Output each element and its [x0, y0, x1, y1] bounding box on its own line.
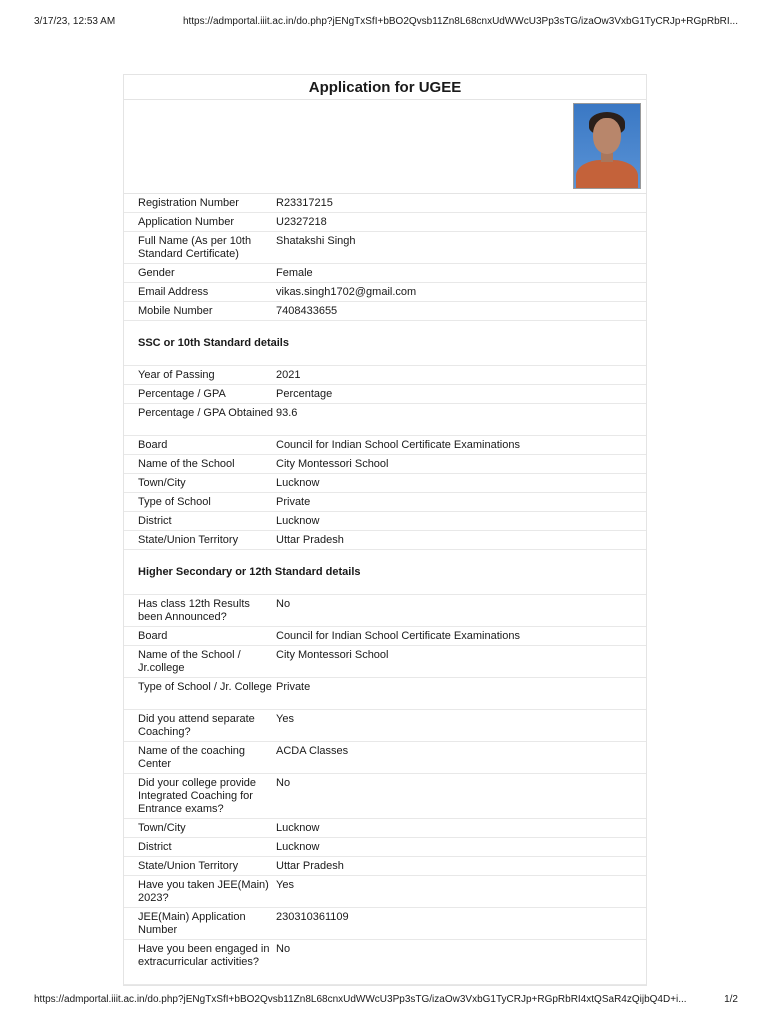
field-value: Percentage	[276, 388, 333, 400]
field-row-jee-application-number	[124, 908, 646, 940]
field-row-email	[124, 283, 646, 302]
field-row-full-name	[124, 232, 646, 264]
field-value: Lucknow	[276, 822, 320, 834]
field-label: Application Number	[138, 216, 234, 228]
field-row-hsc-school	[124, 646, 646, 678]
field-label: Have you taken JEE(Main) 2023?	[138, 879, 269, 904]
page-number: 1/2	[724, 994, 738, 1005]
field-row-school-name	[124, 455, 646, 474]
field-value: City Montessori School	[276, 458, 389, 470]
field-row-extracurricular	[124, 940, 646, 985]
field-row-board	[124, 436, 646, 455]
field-label: Full Name (As per 10th Standard Certificate)	[138, 235, 252, 260]
field-value: vikas.singh1702@gmail.com	[276, 286, 417, 298]
field-label: Type of School	[138, 496, 211, 508]
field-value: Female	[276, 267, 313, 279]
field-label: Registration Number	[138, 197, 239, 209]
field-label: Name of the School	[138, 458, 235, 470]
application-form	[123, 74, 647, 986]
field-value: Shatakshi Singh	[276, 235, 356, 247]
field-label: Year of Passing	[138, 369, 215, 381]
field-row-coaching-center	[124, 742, 646, 774]
field-value: 230310361109	[276, 911, 349, 923]
field-row-district	[124, 512, 646, 531]
field-value: City Montessori School	[276, 649, 389, 661]
field-row-jee-taken	[124, 876, 646, 908]
field-label: Did your college provide Integrated Coaching for Entrance exams?	[138, 777, 257, 815]
photo-row	[124, 100, 646, 194]
field-label: Name of the coaching Center	[138, 745, 246, 770]
field-row-integrated-coaching	[124, 774, 646, 819]
field-label: Mobile Number	[138, 305, 213, 317]
field-label: Has class 12th Results been Announced?	[138, 598, 250, 623]
field-label: Percentage / GPA Obtained	[138, 407, 273, 419]
field-value: 93.6	[276, 407, 298, 419]
field-label: Town/City	[138, 477, 186, 489]
field-label: JEE(Main) Application Number	[138, 911, 246, 936]
field-row-year-of-passing	[124, 366, 646, 385]
field-value: Council for Indian School Certificate Examinations	[276, 439, 520, 451]
field-value: U2327218	[276, 216, 327, 228]
field-row-hsc-state	[124, 857, 646, 876]
field-row-percentage-obtained	[124, 404, 646, 436]
field-label: Percentage / GPA	[138, 388, 226, 400]
field-label: Name of the School / Jr.college	[138, 649, 241, 674]
field-value: No	[276, 598, 291, 610]
field-label: Have you been engaged in extracurricular activities?	[138, 943, 270, 968]
field-value: R23317215	[276, 197, 333, 209]
field-row-school-type	[124, 493, 646, 512]
field-label: State/Union Territory	[138, 860, 239, 872]
field-value: Lucknow	[276, 477, 320, 489]
field-value: 7408433655	[276, 305, 338, 317]
form-title: Application for UGEE	[124, 75, 646, 100]
field-value: Yes	[276, 879, 294, 891]
field-label: State/Union Territory	[138, 534, 239, 546]
field-row-hsc-district	[124, 838, 646, 857]
field-label: Email Address	[138, 286, 209, 298]
field-row-results-announced	[124, 595, 646, 627]
field-row-application-number	[124, 213, 646, 232]
field-row-town	[124, 474, 646, 493]
field-row-coaching	[124, 710, 646, 742]
print-header	[34, 16, 738, 27]
field-value: Council for Indian School Certificate Examinations	[276, 630, 520, 642]
field-label: Type of School / Jr. College	[138, 681, 272, 693]
field-label: Gender	[138, 267, 175, 279]
field-label: Did you attend separate Coaching?	[138, 713, 255, 738]
field-value: Yes	[276, 713, 294, 725]
field-value: Uttar Pradesh	[276, 860, 344, 872]
field-value: 2021	[276, 369, 301, 381]
field-value: ACDA Classes	[276, 745, 349, 757]
applicant-photo	[573, 103, 641, 189]
field-label: District	[138, 841, 172, 853]
field-row-state	[124, 531, 646, 550]
field-row-hsc-school-type	[124, 678, 646, 710]
field-row-mobile	[124, 302, 646, 321]
field-value: Lucknow	[276, 841, 320, 853]
field-value: No	[276, 943, 291, 955]
field-row-registration-number	[124, 194, 646, 213]
section-heading-ssc: SSC or 10th Standard details	[124, 321, 646, 366]
print-url: https://admportal.iiit.ac.in/do.php?jENgTxSfI+bBO2Qvsb11Zn8L68cnxUdWWcU3Pp3sTG/izaOw3VxbG1TyCRJp+RGpRbRI...	[182, 16, 738, 27]
field-row-hsc-board	[124, 627, 646, 646]
field-row-percentage-gpa	[124, 385, 646, 404]
field-label: Board	[138, 439, 168, 451]
field-label: District	[138, 515, 172, 527]
field-value: Private	[276, 496, 311, 508]
print-footer-url: https://admportal.iiit.ac.in/do.php?jENgTxSfI+bBO2Qvsb11Zn8L68cnxUdWWcU3Pp3sTG/izaOw3VxbG1TyCRJp+RGpRbRI4xtQSaR4zQijbQ4D+i...	[34, 994, 687, 1005]
field-row-hsc-town	[124, 819, 646, 838]
field-label: Board	[138, 630, 168, 642]
field-value: Private	[276, 681, 311, 693]
section-heading-hsc: Higher Secondary or 12th Standard details	[124, 550, 646, 595]
print-datetime: 3/17/23, 12:53 AM	[34, 16, 116, 27]
field-value: Lucknow	[276, 515, 320, 527]
field-row-gender	[124, 264, 646, 283]
field-label: Town/City	[138, 822, 186, 834]
field-value: Uttar Pradesh	[276, 534, 344, 546]
print-footer	[34, 994, 738, 1005]
field-value: No	[276, 777, 291, 789]
